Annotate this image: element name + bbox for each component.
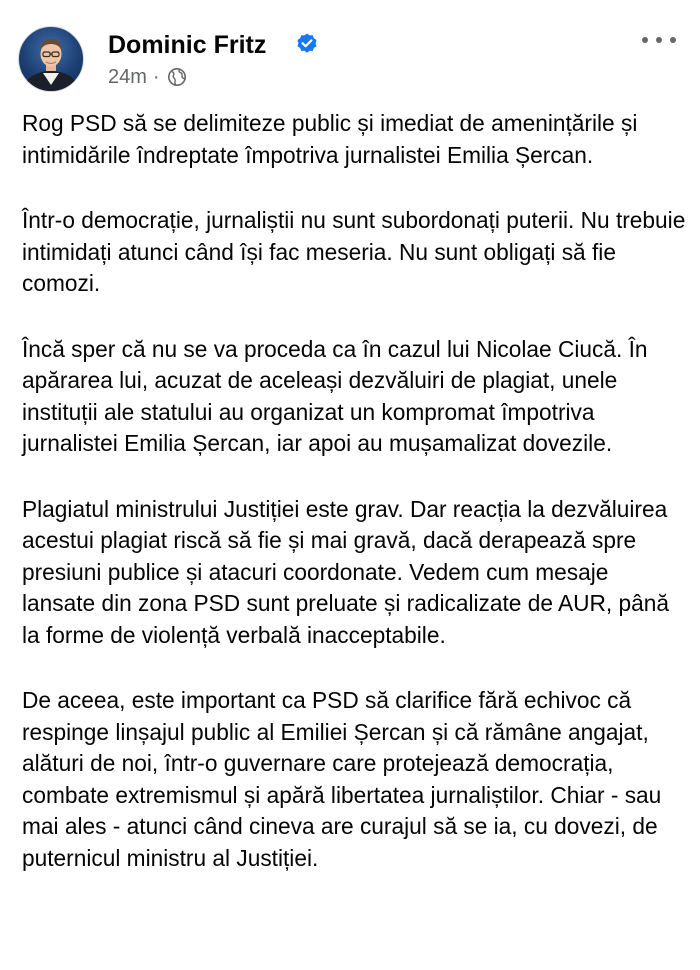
- more-dot: [656, 37, 662, 43]
- author-name[interactable]: Dominic Fritz: [108, 31, 267, 59]
- more-dot: [670, 37, 676, 43]
- avatar[interactable]: [18, 26, 84, 92]
- post-paragraph-3: Încă sper că nu se va proceda ca în cazul lui Nicolae Ciucă. În apărarea lui, acuzat de aceleași dezvăluiri de plagiat, unele instituții ale statului au organizat un kompromat împotriva jurnalistei Emilia Șercan, iar apoi au mușamalizat dovezile.: [22, 335, 648, 456]
- avatar-portrait: [19, 27, 83, 91]
- post-paragraph-5: De aceea, este important ca PSD să clarifice fără echivoc că respinge linșajul public al Emiliei Șercan și că rămâne angajat, alături de noi, într-o guvernare care protejează democrația, combate extremismul și apără libertatea jurnaliștilor. Chiar - sau mai ales - atunci când cineva are curajul să se ia, cu dovezi, de puternicul ministru al Justiției.: [22, 687, 662, 871]
- more-options-icon[interactable]: [642, 30, 676, 50]
- meta-separator: ·: [152, 66, 160, 88]
- post-meta: [108, 64, 187, 90]
- verified-badge-icon: [295, 32, 319, 56]
- post-body: [22, 108, 686, 908]
- post-paragraph-1: Rog PSD să se delimiteze public și imediat de amenințările și intimidările îndreptate împotriva jurnalistei Emilia Șercan.: [22, 110, 638, 168]
- post-paragraph-2: Într-o democrație, jurnaliștii nu sunt subordonați puterii. Nu trebuie intimidați atunci când își fac meseria. Nu sunt obligați să fie comozi.: [22, 207, 686, 296]
- post-header: [18, 26, 682, 92]
- post-time[interactable]: 24m: [108, 66, 147, 88]
- post-paragraph-4: Plagiatul ministrului Justiției este grav. Dar reacția la dezvăluirea acestui plagiat riscă să fie și mai gravă, dacă derapează spre presiuni publice și atacuri coordonate. Vedem cum mesaje lansate din zona PSD sunt preluate și radicalizate de AUR, până la forme de violență verbală inacceptabile.: [22, 495, 669, 648]
- more-dot: [642, 37, 648, 43]
- globe-icon[interactable]: [167, 67, 187, 87]
